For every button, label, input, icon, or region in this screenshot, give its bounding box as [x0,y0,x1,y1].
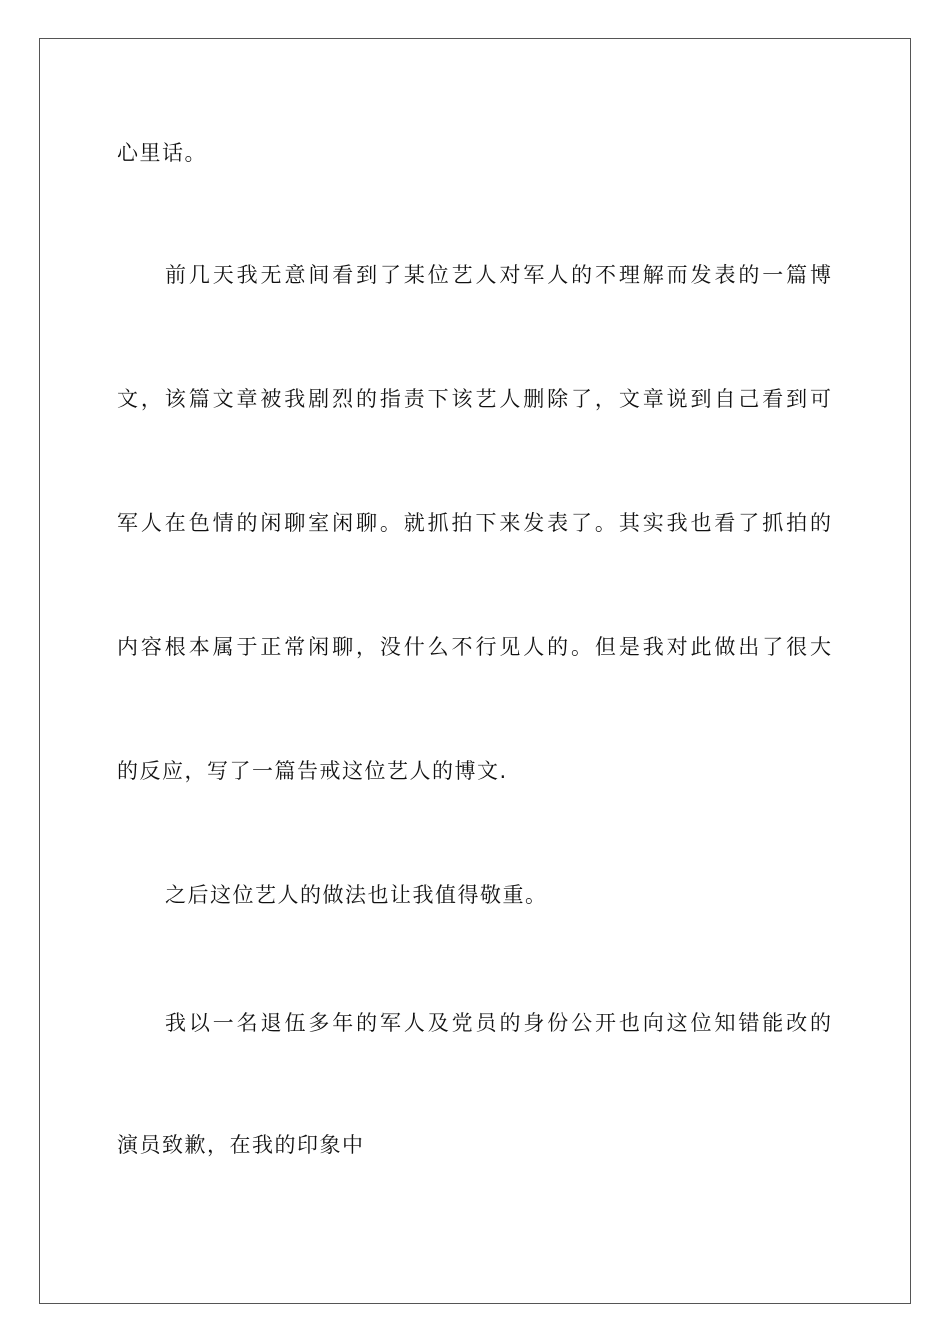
text-line-2: 前几天我无意间看到了某位艺人对军人的不理解而发表的一篇博 [165,263,831,287]
text-line-9: 演员致歉，在我的印象中 [117,1133,365,1157]
text-line-1: 心里话。 [117,141,207,165]
text-line-6: 的反应，写了一篇告戒这位艺人的博文. [117,759,508,783]
text-line-3: 文，该篇文章被我剧烈的指责下该艺人删除了，文章说到自己看到可 [117,387,831,411]
text-line-4: 军人在色情的闲聊室闲聊。就抓拍下来发表了。其实我也看了抓拍的 [117,511,831,535]
text-line-8: 我以一名退伍多年的军人及党员的身份公开也向这位知错能改的 [165,1011,831,1035]
text-line-5: 内容根本属于正常闲聊，没什么不行见人的。但是我对此做出了很大 [117,635,831,659]
page-border [39,38,911,1304]
text-line-7: 之后这位艺人的做法也让我值得敬重。 [165,883,548,907]
